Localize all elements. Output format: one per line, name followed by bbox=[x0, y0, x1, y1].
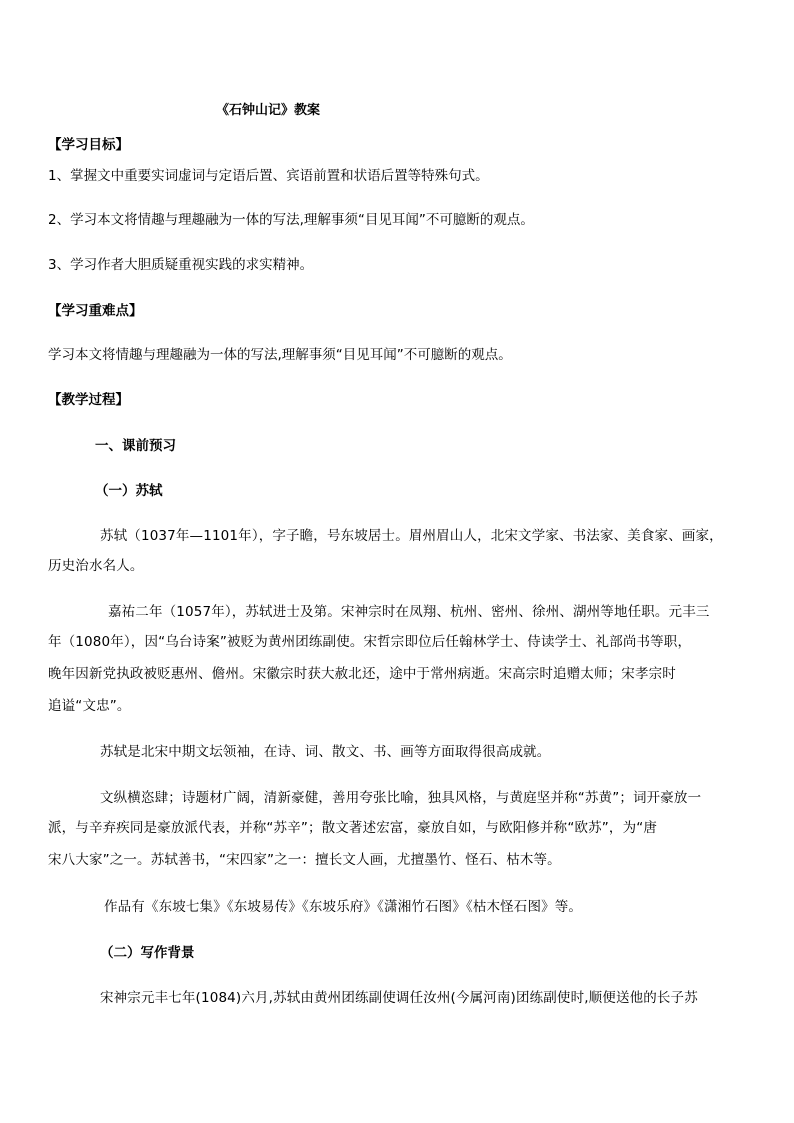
subsection-heading: （二）写作背景 bbox=[100, 945, 195, 961]
document-title: 《石钟山记》教案 bbox=[216, 103, 321, 118]
objectives-heading: 【学习目标】 bbox=[48, 137, 129, 153]
paragraph-line: 年（1080年），因“乌台诗案”被贬为黄州团练副使。宋哲宗即位后任翰林学士、侍读学士、礼部尚书等职， bbox=[48, 634, 692, 650]
paragraph-line: 作品有《东坡七集》《东坡易传》《东坡乐府》《潇湘竹石图》《枯木怪石图》等。 bbox=[104, 899, 583, 915]
paragraph-line: 晚年因新党执政被贬惠州、儋州。宋徽宗时获大赦北还，途中于常州病逝。宋高宗时追赠太师；宋孝宗时 bbox=[48, 666, 676, 682]
keypoints-heading: 【学习重难点】 bbox=[48, 303, 143, 319]
paragraph-line: 宋八大家”之一。苏轼善书，“宋四家”之一：擅长文人画，尤擅墨竹、怪石、枯木等。 bbox=[48, 852, 561, 868]
process-heading: 【教学过程】 bbox=[48, 392, 129, 408]
paragraph-line: 文纵横恣肆；诗题材广阔，清新豪健，善用夸张比喻，独具风格，与黄庭坚并称“苏黄”；词开豪放一 bbox=[100, 790, 702, 806]
paragraph-line: 苏轼是北宋中期文坛领袖，在诗、词、散文、书、画等方面取得很高成就。 bbox=[100, 744, 551, 760]
section-heading: 一、课前预习 bbox=[95, 438, 176, 454]
keypoints-text: 学习本文将情趣与理趣融为一体的写法,理解事须“目见耳闻”不可臆断的观点。 bbox=[48, 347, 512, 363]
objective-item: 2、学习本文将情趣与理趣融为一体的写法,理解事须“目见耳闻”不可臆断的观点。 bbox=[48, 212, 534, 228]
objective-item: 3、学习作者大胆质疑重视实践的求实精神。 bbox=[48, 257, 314, 273]
objective-item: 1、掌握文中重要实词虚词与定语后置、宾语前置和状语后置等特殊句式。 bbox=[48, 168, 489, 184]
paragraph-line: 嘉祐二年（1057年），苏轼进士及第。宋神宗时在凤翔、杭州、密州、徐州、湖州等地任职。元丰三 bbox=[108, 604, 710, 620]
subsection-heading: （一）苏轼 bbox=[95, 483, 163, 499]
paragraph-line: 追谥“文忠”。 bbox=[48, 698, 131, 714]
paragraph-line: 派，与辛弃疾同是豪放派代表，并称“苏辛”；散文著述宏富，豪放自如，与欧阳修并称“欧苏”，为“唐 bbox=[48, 820, 658, 836]
paragraph-line: 历史治水名人。 bbox=[48, 558, 144, 574]
paragraph-line: 宋神宗元丰七年(1084)六月,苏轼由黄州团练副使调任汝州(今属河南)团练副使时,顺便送他的长子苏 bbox=[100, 990, 698, 1006]
paragraph-line: 苏轼（1037年—1101年），字子瞻，号东坡居士。眉州眉山人，北宋文学家、书法家、美食家、画家， bbox=[100, 528, 723, 544]
